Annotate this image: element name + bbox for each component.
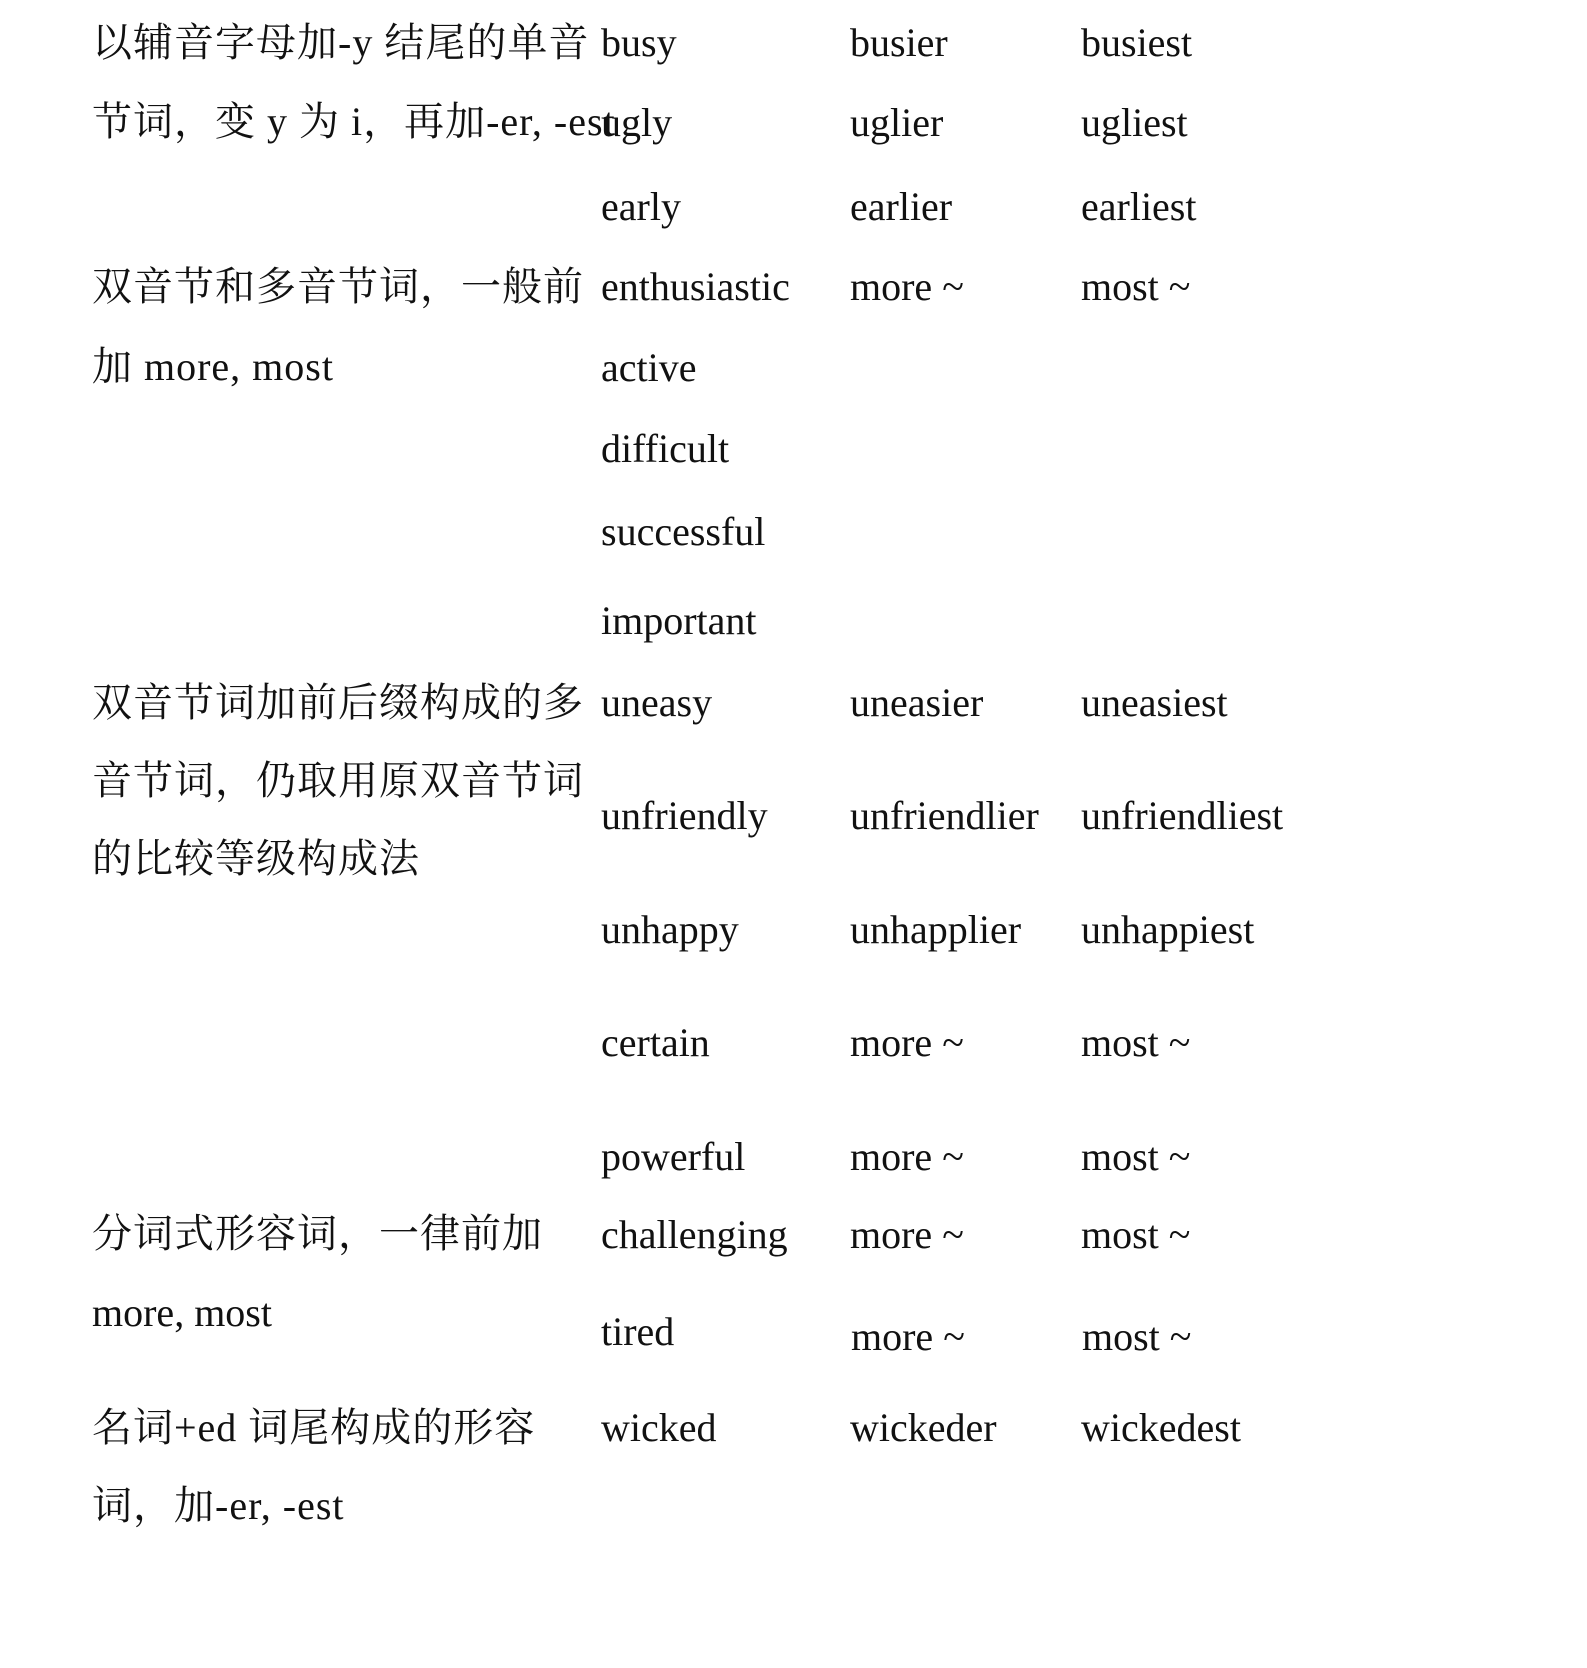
base-word: difficult [601, 426, 730, 471]
base-word: challenging [601, 1212, 788, 1257]
comparative-word: more ~ [850, 1134, 964, 1179]
superlative-word: unhappiest [1081, 907, 1255, 952]
base-word: unhappy [601, 907, 739, 952]
rule-description-line: 双音节词加前后缀构成的多 [92, 680, 584, 725]
base-word: wicked [601, 1405, 717, 1450]
superlative-word: most ~ [1081, 1134, 1191, 1179]
rule-description-line: 的比较等级构成法 [92, 836, 420, 881]
superlative-word: earliest [1081, 184, 1197, 229]
rule-description-line: 词，加-er, -est [92, 1483, 345, 1528]
superlative-word: most ~ [1081, 264, 1191, 309]
base-word: enthusiastic [601, 264, 790, 309]
base-word: unfriendly [601, 793, 768, 838]
superlative-word: most ~ [1081, 1212, 1191, 1257]
rule-description-line: 加 more, most [92, 344, 334, 389]
rule-description-line: more, most [92, 1290, 272, 1335]
comparative-word: more ~ [850, 1212, 964, 1257]
rule-description-line: 分词式形容词，一律前加 [92, 1211, 543, 1256]
rule-description-line: 节词，变 y 为 i，再加-er, -est [92, 99, 616, 144]
comparative-word: wickeder [850, 1405, 997, 1450]
base-word: powerful [601, 1134, 746, 1179]
base-word: tired [601, 1309, 675, 1354]
superlative-word: most ~ [1082, 1314, 1192, 1359]
base-word: certain [601, 1020, 710, 1065]
comparative-word: more ~ [850, 1020, 964, 1065]
rule-description-line: 名词+ed 词尾构成的形容 [92, 1405, 536, 1450]
superlative-word: unfriendliest [1081, 793, 1284, 838]
base-word: ugly [601, 100, 673, 145]
rule-description-line: 双音节和多音节词，一般前 [92, 264, 584, 309]
superlative-word: busiest [1081, 20, 1193, 65]
superlative-word: ugliest [1081, 100, 1188, 145]
base-word: uneasy [601, 680, 713, 725]
comparative-word: more ~ [851, 1314, 965, 1359]
comparative-word: unfriendlier [850, 793, 1039, 838]
base-word: important [601, 598, 757, 643]
comparative-word: uglier [850, 100, 944, 145]
comparative-word: busier [850, 20, 948, 65]
superlative-word: wickedest [1081, 1405, 1241, 1450]
comparative-word: unhapplier [850, 907, 1022, 952]
superlative-word: uneasiest [1081, 680, 1228, 725]
comparative-word: earlier [850, 184, 953, 229]
comparative-word: more ~ [850, 264, 964, 309]
base-word: active [601, 345, 697, 390]
rule-description-line: 音节词，仍取用原双音节词 [92, 758, 584, 803]
base-word: early [601, 184, 681, 229]
base-word: busy [601, 20, 677, 65]
superlative-word: most ~ [1081, 1020, 1191, 1065]
base-word: successful [601, 509, 766, 554]
rule-description-line: 以辅音字母加-y 结尾的单音 [92, 20, 590, 65]
comparative-word: uneasier [850, 680, 984, 725]
